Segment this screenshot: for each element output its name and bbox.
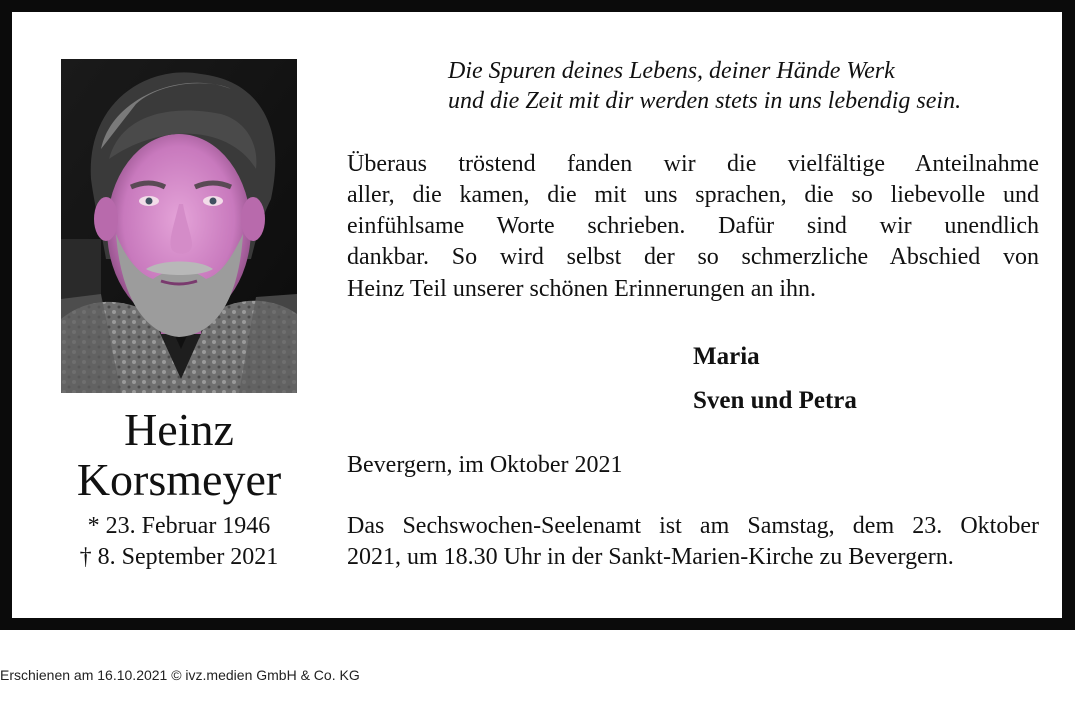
birth-date: * 23. Februar 1946 (87, 513, 271, 539)
place-date: Bevergern, im Oktober 2021 (347, 452, 623, 478)
deceased-last-name: Korsmeyer (76, 454, 282, 505)
thanks-line-1: Überaus tröstend fanden wir die vielfältige Anteilnahme (347, 151, 1039, 177)
signature-sven-petra: Sven und Petra (693, 387, 857, 414)
service-line-2: 2021, um 18.30 Uhr in der Sankt-Marien-Kirche zu Bevergern. (347, 544, 954, 570)
publication-footer: Erschienen am 16.10.2021 © ivz.medien GmbH & Co. KG (0, 667, 360, 683)
portrait-photo-icon (61, 59, 297, 393)
quote-line-1: Die Spuren deines Lebens, deiner Hände Werk (448, 58, 895, 84)
thanks-line-4: dankbar. So wird selbst der so schmerzliche Abschied von (347, 244, 1039, 270)
thanks-line-5: Heinz Teil unserer schönen Erinnerungen an ihn. (347, 276, 817, 302)
thanks-line-2: aller, die kamen, die mit uns sprachen, die so liebevolle und (347, 182, 1039, 208)
service-line-1: Das Sechswochen-Seelenamt ist am Samstag, dem 23. Oktober (347, 513, 1039, 539)
deceased-first-name: Heinz (124, 404, 234, 455)
thanks-line-3: einfühlsame Worte schrieben. Dafür sind wir unendlich (347, 213, 1039, 239)
death-date: † 8. September 2021 (79, 544, 279, 570)
portrait-photo (61, 59, 297, 393)
quote-line-2: und die Zeit mit dir werden stets in uns lebendig sein. (448, 88, 962, 114)
signature-maria: Maria (693, 343, 760, 370)
announcement-card (12, 12, 1062, 618)
